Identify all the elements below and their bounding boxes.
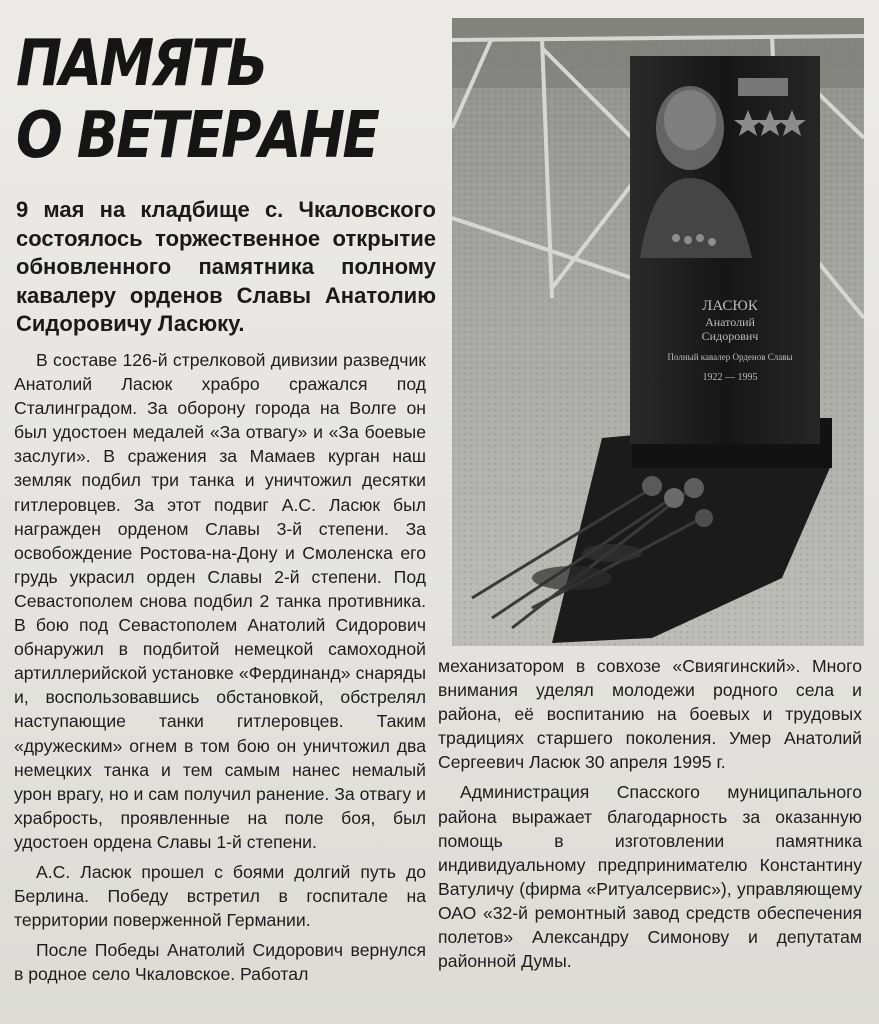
article-headline: [16, 28, 386, 172]
memorial-photo: [452, 18, 864, 646]
article-column-right: [438, 654, 862, 979]
paragraph: В составе 126-й стрелковой дивизии разведчик Анатолий Ласюк храбро сражался под Сталинградом. За оборону города на Волге он был удостоен медалей «За отвагу» и «За боевые заслуги». В сражения за Мамаев курган наш земляк подбил три танка и уничтожил десятки гитлеровцев. За этот подвиг А.С. Ласюк был награжден орденом Славы 3-й степени. За освобождение Ростова-на-Дону и Смоленска его грудь украсил орден Славы 2-й степени. Под Севастополем снова подбил 2 танка противника. В бою под Севастополем Анатолий Сидорович обнаружил в подбитой немецкой самоходной артиллерийской установке «Фердинанд» снаряды и, воспользовавшись обстановкой, обстрелял наступающие танки гитлеровцев. Таким «дружеским» огнем в том бою он уничтожил два немецких танка и тем самым нанес немалый урон врагу, но и сам получил ранение. За отвагу и храбрость, проявленные на поле боя, был удостоен ордена Славы 1-й степени.: [14, 350, 426, 852]
headline-line-2: О ВЕТЕРАНЕ: [16, 99, 378, 173]
article-lead: 9 мая на кладбище с. Чкаловского состоялось торжественное открытие обновленного памятника полному кавалеру орденов Славы Анатолию Сидоровичу Ласюку.: [16, 197, 436, 337]
headline-line-1: ПАМЯТЬ: [16, 27, 266, 101]
paragraph: После Победы Анатолий Сидорович вернулся в родное село Чкаловское. Работал: [14, 940, 426, 985]
memorial-photo-illustration: [452, 18, 864, 646]
stone-dates: 1922 — 1995: [702, 372, 758, 383]
stone-first-name: Анатолий: [705, 315, 755, 329]
paragraph: А.С. Ласюк прошел с боями долгий путь до Берлина. Победу встретил в госпитале на территории поверженной Германии.: [14, 861, 426, 931]
stone-name: ЛАСЮК: [702, 298, 758, 314]
article-column-left: [14, 348, 426, 992]
stone-patronymic: Сидорович: [701, 329, 759, 343]
paragraph: Администрация Спасского муниципального района выражает благодарность за оказанную помощь в изготовлении памятника индивидуальному предпринимателю Константину Ватуличу (фирма «Ритуалсервис»), управляющему ОАО «32-й ремонтный завод средств обеспечения полетов» Александру Симонову и депутатам районной Думы.: [438, 782, 862, 972]
paragraph: механизатором в совхозе «Свиягинский». Много внимания уделял молодежи родного села и района, её воспитанию на боевых и трудовых традициях старшего поколения. Умер Анатолий Сергеевич Ласюк 30 апреля 1995 г.: [438, 656, 862, 773]
stone-caption: Полный кавалер Орденов Славы: [667, 352, 793, 362]
